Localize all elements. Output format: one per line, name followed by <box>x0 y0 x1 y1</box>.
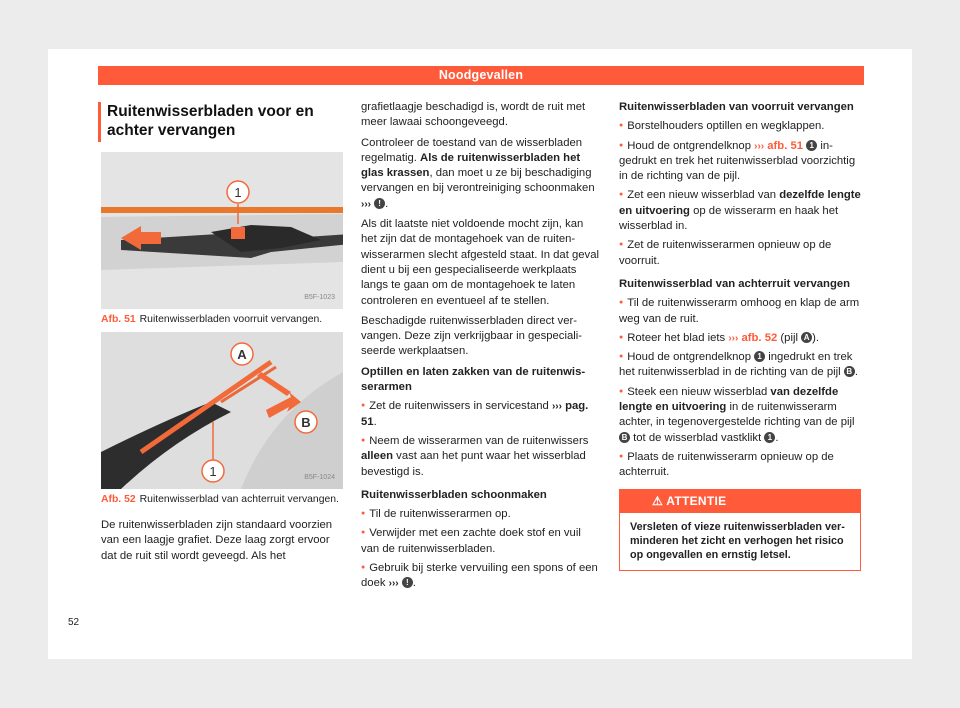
figure-marker-b: B <box>301 415 311 430</box>
list-item: ● Til de ruitenwisserarm omhoog en klap de arm weg van de ruit. <box>619 295 861 327</box>
marker-b: B <box>844 366 855 377</box>
marker-b: B <box>619 432 630 443</box>
list-item: ● Zet de ruitenwisserarmen opnieuw op de voorruit. <box>619 237 861 269</box>
page-header: Noodgevallen <box>98 66 864 85</box>
figure-code: B5F-1023 <box>304 293 335 301</box>
marker-1: 1 <box>764 432 775 443</box>
attention-text: Versleten of vieze ruitenwisserbladen verminderen het zicht en verhogen het risico op ongevallen en ernstig letsel. <box>630 520 845 561</box>
marker-1: 1 <box>754 351 765 362</box>
page-reference-link[interactable]: pag. 51 <box>361 400 589 428</box>
figure-reference-link[interactable]: afb. 52 <box>741 331 778 344</box>
column-3 <box>619 100 861 571</box>
list-item: ● Zet de ruitenwissers in servicestand ››› pag. 51. <box>361 398 601 430</box>
figure-marker-a: A <box>237 347 247 362</box>
section-title: Ruitenwisserbladen voor en achter vervangen <box>107 103 314 139</box>
paragraph: grafietlaagje beschadigd is, wordt de ruit met meer lawaai schoongeveegd. <box>361 101 586 129</box>
caption-text: Ruitenwisserblad van achterruit vervangen. <box>139 494 339 505</box>
list-item: ● Til de ruitenwisserarmen op. <box>361 506 601 522</box>
intro-paragraph: De ruitenwisserbladen zijn standaard voorzien van een laagje grafiet. Deze laag zorgt ervoor dat de ruit stil wordt geveegd. Als het <box>101 519 333 562</box>
arrow-reference-icon: ››› <box>361 198 371 210</box>
subheading: Ruitenwisserblad van achterruit vervangen <box>619 277 851 290</box>
subheading: Ruitenwisserbladen schoonmaken <box>361 488 547 501</box>
list-item: ● Borstelhouders optillen en wegklappen. <box>619 118 861 134</box>
wiper-front-illustration <box>101 152 343 309</box>
arrow-reference-icon: ››› <box>388 578 399 590</box>
attention-header <box>620 490 860 513</box>
caption-text: Ruitenwisserbladen voorruit vervangen. <box>139 314 323 325</box>
figure-51 <box>101 152 343 309</box>
warning-icon: ! <box>402 577 413 588</box>
page-number: 52 <box>68 617 80 628</box>
subheading: Optillen en laten zakken van de ruitenwisserarmen <box>361 365 586 394</box>
list-item: ● Steek een nieuw wisserblad van dezelfde lengte en uitvoering in de ruitenwisserarm achter, in tegenovergestelde richting van de pijl B tot de wisserblad vastklikt 1 . <box>619 384 861 446</box>
warning-icon: ! <box>374 198 385 209</box>
figure-reference-link[interactable]: afb. 51 <box>767 139 804 152</box>
marker-a: A <box>801 332 812 343</box>
figure-52 <box>101 332 343 489</box>
figure-marker-1: 1 <box>234 185 242 200</box>
paragraph: Beschadigde ruitenwisserbladen direct vervangen. Deze zijn verkrijgbaar in gespecialiseerde werkplaatsen. <box>361 314 583 358</box>
attention-title: ATTENTIE <box>666 493 727 508</box>
attention-box <box>619 489 861 571</box>
list-item: ● Gebruik bij sterke vervuiling een spons of een doek ››› ! . <box>361 560 601 592</box>
marker-1: 1 <box>806 140 817 151</box>
warning-icon: ⚠ <box>652 493 664 508</box>
list-item: ● Verwijder met een zachte doek stof en vuil van de ruitenwisserbladen. <box>361 525 601 557</box>
figure-caption-51 <box>101 313 343 326</box>
list-item: ● Zet een nieuw wisserblad van dezelfde lengte en uitvoering op de wisserarm en haak het wisserblad in. <box>619 187 861 234</box>
figure-label: Afb. 52 <box>101 494 136 505</box>
figure-marker-1: 1 <box>209 464 217 479</box>
list-item: ● Roteer het blad iets ››› afb. 52 (pijl A ). <box>619 330 861 346</box>
arrow-reference-icon: ››› <box>551 401 562 413</box>
figure-code: B5F-1024 <box>304 473 335 481</box>
paragraph: Controleer de toestand van de wisserbladen regelmatig. Als de ruitenwisserbladen het glas krassen, dan moet u ze bij beschadiging vervangen en bij verontreiniging schoonmaken ››› ! . <box>361 136 595 210</box>
wiper-rear-illustration <box>101 332 343 489</box>
list-item: ● Houd de ontgrendelknop 1 ingedrukt en trek het ruitenwisserblad in de richting van de pijl B . <box>619 349 861 381</box>
list-item: ● Neem de wisserarmen van de ruitenwissers alleen vast aan het punt waar het wisserblad bevestigd is. <box>361 433 601 480</box>
column-2 <box>361 100 601 595</box>
list-item: ● Plaats de ruitenwisserarm opnieuw op de achterruit. <box>619 449 861 481</box>
list-item: ● Houd de ontgrendelknop ››› afb. 51 1 ingedrukt en trek het ruitenwisserblad voorzichtig in de richting van de pijl. <box>619 138 861 185</box>
column-1 <box>101 100 343 569</box>
subheading: Ruitenwisserbladen van voorruit vervangen <box>619 101 854 113</box>
figure-caption-52 <box>101 493 343 506</box>
paragraph: Als dit laatste niet voldoende mocht zijn, kan het zijn dat de montagehoek van de ruitenwisserarmen slecht afgesteld staat. In dat geval dient u bij een gespecialiseerde werkplaats langs te gaan om de montagehoek te laten controleren en eventueel af te stellen. <box>361 218 599 307</box>
figure-label: Afb. 51 <box>101 314 136 325</box>
